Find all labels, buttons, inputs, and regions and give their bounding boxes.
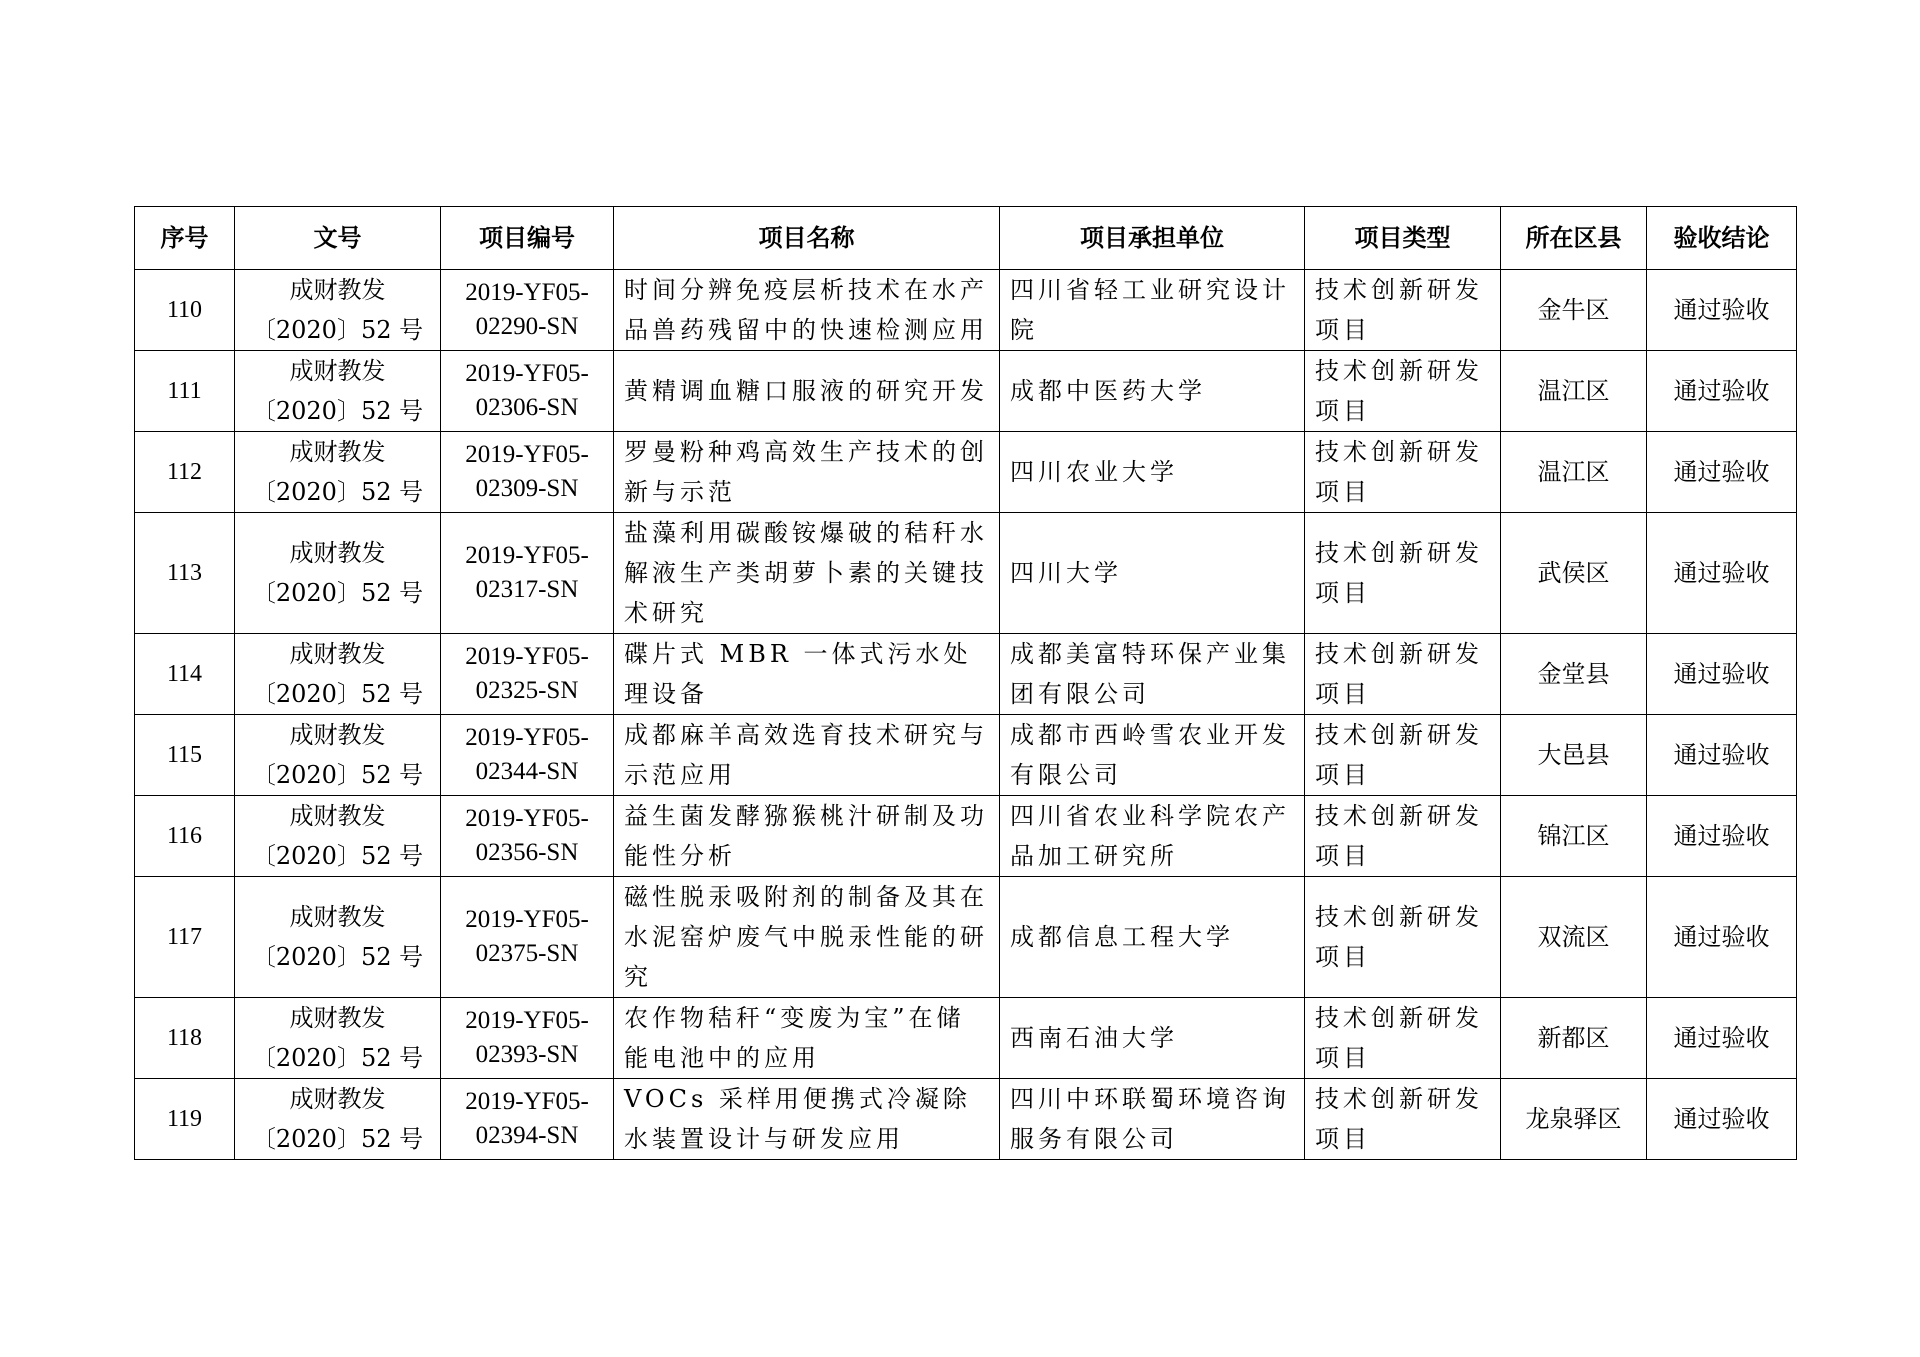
cell-seq: 113: [135, 513, 235, 634]
doc-number-line1: 成财教发: [289, 721, 386, 749]
cell-undertaking-unit: 西南石油大学: [1000, 998, 1305, 1079]
table-row: [135, 634, 1797, 715]
doc-number-line1: 成财教发: [289, 640, 386, 668]
project-code-line1: 2019-YF05-: [465, 279, 589, 306]
doc-number-line1: 成财教发: [289, 1085, 386, 1113]
cell-undertaking-unit: 四川省轻工业研究设计院: [1000, 270, 1305, 351]
doc-number-line2: 〔2020〕52 号: [251, 1125, 424, 1153]
project-code-line2: 02394-SN: [475, 1122, 579, 1149]
table-row: [135, 877, 1797, 998]
header-project-code: 项目编号: [441, 207, 614, 270]
cell-project-type: 技术创新研发项目: [1305, 432, 1501, 513]
cell-project-code: [441, 432, 614, 513]
cell-undertaking-unit: 四川农业大学: [1000, 432, 1305, 513]
cell-doc-number: [235, 634, 441, 715]
cell-acceptance-result: 通过验收: [1647, 432, 1797, 513]
cell-project-name: 碟片式 MBR 一体式污水处理设备: [614, 634, 1000, 715]
table-row: [135, 998, 1797, 1079]
project-code-line2: 02309-SN: [475, 475, 579, 502]
cell-project-type: 技术创新研发项目: [1305, 998, 1501, 1079]
header-district: 所在区县: [1501, 207, 1647, 270]
cell-seq: 114: [135, 634, 235, 715]
project-code-line2: 02290-SN: [475, 313, 579, 340]
header-project-name: 项目名称: [614, 207, 1000, 270]
doc-number-line2: 〔2020〕52 号: [251, 680, 424, 708]
table-row: [135, 796, 1797, 877]
cell-doc-number: [235, 877, 441, 998]
cell-undertaking-unit: 四川省农业科学院农产品加工研究所: [1000, 796, 1305, 877]
cell-acceptance-result: 通过验收: [1647, 634, 1797, 715]
cell-acceptance-result: 通过验收: [1647, 796, 1797, 877]
cell-seq: 115: [135, 715, 235, 796]
cell-acceptance-result: 通过验收: [1647, 513, 1797, 634]
cell-seq: 117: [135, 877, 235, 998]
cell-doc-number: [235, 715, 441, 796]
project-code-line2: 02344-SN: [475, 758, 579, 785]
doc-number-line1: 成财教发: [289, 539, 386, 567]
project-code-line1: 2019-YF05-: [465, 1088, 589, 1115]
doc-number-line1: 成财教发: [289, 357, 386, 385]
doc-number-line2: 〔2020〕52 号: [251, 579, 424, 607]
table-row: [135, 1079, 1797, 1160]
header-project-type: 项目类型: [1305, 207, 1501, 270]
cell-project-code: [441, 351, 614, 432]
cell-seq: 118: [135, 998, 235, 1079]
table-row: [135, 270, 1797, 351]
cell-project-name: VOCs 采样用便携式冷凝除水装置设计与研发应用: [614, 1079, 1000, 1160]
project-code-line2: 02356-SN: [475, 839, 579, 866]
cell-acceptance-result: 通过验收: [1647, 1079, 1797, 1160]
cell-seq: 111: [135, 351, 235, 432]
cell-undertaking-unit: 四川大学: [1000, 513, 1305, 634]
doc-number-line1: 成财教发: [289, 903, 386, 931]
cell-project-code: [441, 270, 614, 351]
cell-doc-number: [235, 351, 441, 432]
project-code-line1: 2019-YF05-: [465, 1007, 589, 1034]
project-code-line2: 02393-SN: [475, 1041, 579, 1068]
cell-project-code: [441, 715, 614, 796]
cell-project-type: 技术创新研发项目: [1305, 796, 1501, 877]
cell-project-type: 技术创新研发项目: [1305, 270, 1501, 351]
doc-number-line2: 〔2020〕52 号: [251, 943, 424, 971]
cell-undertaking-unit: 四川中环联蜀环境咨询服务有限公司: [1000, 1079, 1305, 1160]
cell-district: 新都区: [1501, 998, 1647, 1079]
cell-undertaking-unit: 成都美富特环保产业集团有限公司: [1000, 634, 1305, 715]
header-undertaking-unit: 项目承担单位: [1000, 207, 1305, 270]
cell-doc-number: [235, 998, 441, 1079]
project-code-line2: 02317-SN: [475, 576, 579, 603]
cell-seq: 112: [135, 432, 235, 513]
cell-project-type: 技术创新研发项目: [1305, 351, 1501, 432]
cell-project-name: 农作物秸秆“变废为宝”在储能电池中的应用: [614, 998, 1000, 1079]
project-code-line1: 2019-YF05-: [465, 724, 589, 751]
cell-doc-number: [235, 513, 441, 634]
table-row: [135, 351, 1797, 432]
header-seq: 序号: [135, 207, 235, 270]
cell-project-type: 技术创新研发项目: [1305, 513, 1501, 634]
table-header-row: [135, 207, 1797, 270]
project-code-line1: 2019-YF05-: [465, 643, 589, 670]
cell-project-code: [441, 634, 614, 715]
table-row: [135, 432, 1797, 513]
cell-project-name: 罗曼粉种鸡高效生产技术的创新与示范: [614, 432, 1000, 513]
doc-number-line1: 成财教发: [289, 438, 386, 466]
cell-doc-number: [235, 796, 441, 877]
cell-acceptance-result: 通过验收: [1647, 877, 1797, 998]
cell-project-name: 黄精调血糖口服液的研究开发: [614, 351, 1000, 432]
cell-district: 大邑县: [1501, 715, 1647, 796]
doc-number-line1: 成财教发: [289, 1004, 386, 1032]
cell-undertaking-unit: 成都市西岭雪农业开发有限公司: [1000, 715, 1305, 796]
header-acceptance-result: 验收结论: [1647, 207, 1797, 270]
doc-number-line2: 〔2020〕52 号: [251, 397, 424, 425]
cell-doc-number: [235, 432, 441, 513]
cell-district: 锦江区: [1501, 796, 1647, 877]
cell-seq: 119: [135, 1079, 235, 1160]
cell-doc-number: [235, 270, 441, 351]
table-row: [135, 513, 1797, 634]
cell-project-type: 技术创新研发项目: [1305, 715, 1501, 796]
cell-undertaking-unit: 成都信息工程大学: [1000, 877, 1305, 998]
cell-project-name: 时间分辨免疫层析技术在水产品兽药残留中的快速检测应用: [614, 270, 1000, 351]
cell-project-name: 磁性脱汞吸附剂的制备及其在水泥窑炉废气中脱汞性能的研究: [614, 877, 1000, 998]
cell-project-code: [441, 877, 614, 998]
cell-project-type: 技术创新研发项目: [1305, 877, 1501, 998]
project-code-line1: 2019-YF05-: [465, 906, 589, 933]
doc-number-line1: 成财教发: [289, 276, 386, 304]
cell-project-name: 益生菌发酵猕猴桃汁研制及功能性分析: [614, 796, 1000, 877]
cell-district: 温江区: [1501, 432, 1647, 513]
cell-district: 金堂县: [1501, 634, 1647, 715]
cell-district: 双流区: [1501, 877, 1647, 998]
doc-number-line2: 〔2020〕52 号: [251, 478, 424, 506]
project-code-line1: 2019-YF05-: [465, 805, 589, 832]
project-code-line2: 02325-SN: [475, 677, 579, 704]
cell-project-code: [441, 1079, 614, 1160]
cell-district: 金牛区: [1501, 270, 1647, 351]
doc-number-line1: 成财教发: [289, 802, 386, 830]
project-code-line2: 02375-SN: [475, 940, 579, 967]
cell-district: 温江区: [1501, 351, 1647, 432]
table-body: [135, 270, 1797, 1160]
cell-project-type: 技术创新研发项目: [1305, 634, 1501, 715]
doc-number-line2: 〔2020〕52 号: [251, 1044, 424, 1072]
cell-undertaking-unit: 成都中医药大学: [1000, 351, 1305, 432]
cell-project-code: [441, 796, 614, 877]
cell-project-name: 成都麻羊高效选育技术研究与示范应用: [614, 715, 1000, 796]
cell-acceptance-result: 通过验收: [1647, 351, 1797, 432]
doc-number-line2: 〔2020〕52 号: [251, 761, 424, 789]
cell-seq: 110: [135, 270, 235, 351]
cell-acceptance-result: 通过验收: [1647, 270, 1797, 351]
cell-seq: 116: [135, 796, 235, 877]
table-row: [135, 715, 1797, 796]
cell-doc-number: [235, 1079, 441, 1160]
cell-project-name: 盐藻利用碳酸铵爆破的秸秆水解液生产类胡萝卜素的关键技术研究: [614, 513, 1000, 634]
project-code-line1: 2019-YF05-: [465, 360, 589, 387]
project-code-line2: 02306-SN: [475, 394, 579, 421]
cell-project-code: [441, 998, 614, 1079]
project-code-line1: 2019-YF05-: [465, 441, 589, 468]
project-code-line1: 2019-YF05-: [465, 542, 589, 569]
header-doc-number: 文号: [235, 207, 441, 270]
acceptance-table: [134, 206, 1797, 1160]
doc-number-line2: 〔2020〕52 号: [251, 842, 424, 870]
cell-district: 武侯区: [1501, 513, 1647, 634]
cell-acceptance-result: 通过验收: [1647, 715, 1797, 796]
doc-number-line2: 〔2020〕52 号: [251, 316, 424, 344]
cell-acceptance-result: 通过验收: [1647, 998, 1797, 1079]
cell-district: 龙泉驿区: [1501, 1079, 1647, 1160]
cell-project-code: [441, 513, 614, 634]
cell-project-type: 技术创新研发项目: [1305, 1079, 1501, 1160]
